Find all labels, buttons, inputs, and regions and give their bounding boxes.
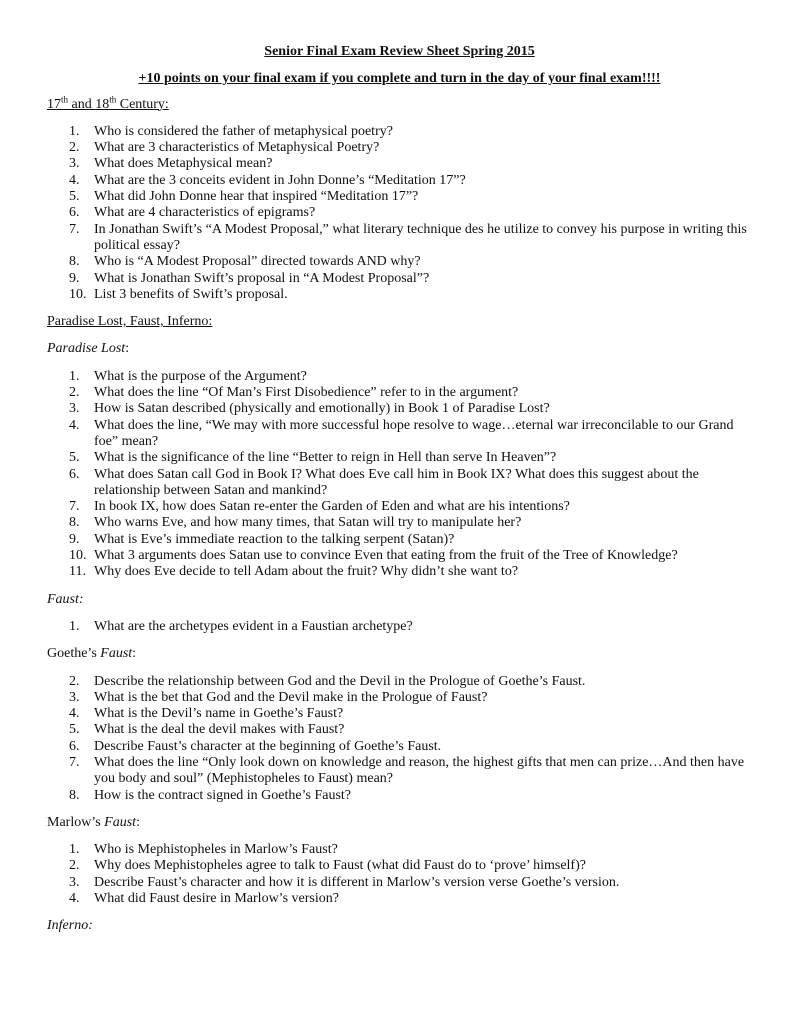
question-item bbox=[47, 450, 752, 466]
marlow-colon: : bbox=[136, 814, 140, 830]
question-text: Describe Faust’s character and how it is different in Marlow’s version verse Goethe’s version. bbox=[94, 874, 620, 890]
page-title: Senior Final Exam Review Sheet Spring 2015 bbox=[264, 44, 535, 59]
question-text: Why does Eve decide to tell Adam about the fruit? Why didn’t she want to? bbox=[94, 564, 519, 580]
question-item bbox=[47, 690, 752, 706]
question-number: 6. bbox=[69, 205, 80, 221]
question-list-marlow-faust bbox=[47, 842, 752, 907]
question-number: 5. bbox=[69, 722, 80, 738]
question-text: What is the significance of the line “Better to reign in Hell than serve In Heaven”? bbox=[94, 450, 557, 466]
question-item bbox=[47, 755, 752, 788]
inferno-title: Inferno: bbox=[47, 918, 93, 934]
question-item bbox=[47, 875, 752, 891]
document-page bbox=[47, 44, 752, 946]
question-number: 4. bbox=[69, 172, 80, 188]
question-text: What are 4 characteristics of epigrams? bbox=[94, 205, 316, 221]
question-text: What are the archetypes evident in a Faustian archetype? bbox=[94, 618, 413, 634]
question-number: 5. bbox=[69, 450, 80, 466]
question-number: 10. bbox=[69, 548, 87, 564]
question-item bbox=[47, 674, 752, 690]
question-item bbox=[47, 189, 752, 205]
question-number: 8. bbox=[69, 515, 80, 531]
paradise-lost-title: Paradise Lost bbox=[47, 341, 126, 357]
question-text: What did John Donne hear that inspired “Meditation 17”? bbox=[94, 189, 419, 205]
question-item bbox=[47, 385, 752, 401]
question-item bbox=[47, 842, 752, 858]
question-number: 3. bbox=[69, 401, 80, 417]
question-item bbox=[47, 156, 752, 172]
question-text: What does Metaphysical mean? bbox=[94, 156, 273, 172]
century-superscript-1: th bbox=[61, 93, 69, 104]
section-heading-faust bbox=[47, 592, 752, 608]
question-item bbox=[47, 788, 752, 804]
question-item bbox=[47, 222, 752, 255]
section-heading-paradise-lost bbox=[47, 341, 752, 357]
question-list-century bbox=[47, 124, 752, 303]
century-superscript-2: th bbox=[109, 93, 117, 104]
question-number: 1. bbox=[69, 618, 80, 634]
question-list-faust bbox=[47, 619, 752, 635]
question-number: 8. bbox=[69, 254, 80, 270]
goethe-prefix: Goethe’s bbox=[47, 646, 101, 662]
question-item bbox=[47, 515, 752, 531]
question-text: In book IX, how does Satan re-enter the Garden of Eden and what are his intentions? bbox=[94, 499, 570, 515]
century-and: and bbox=[68, 96, 96, 112]
section-heading-goethe-faust bbox=[47, 646, 752, 662]
question-text: Who warns Eve, and how many times, that Satan will try to manipulate her? bbox=[94, 515, 522, 531]
page-subtitle: +10 points on your final exam if you complete and turn in the day of your final exam!!!! bbox=[138, 71, 661, 87]
question-item bbox=[47, 205, 752, 221]
question-number: 5. bbox=[69, 189, 80, 205]
question-text: What are 3 characteristics of Metaphysical Poetry? bbox=[94, 140, 380, 156]
question-text: Why does Mephistopheles agree to talk to Faust (what did Faust do to ‘prove’ himself)? bbox=[94, 858, 586, 874]
question-item bbox=[47, 548, 752, 564]
question-item bbox=[47, 722, 752, 738]
question-item bbox=[47, 891, 752, 907]
question-text: How is the contract signed in Goethe’s Faust? bbox=[94, 787, 352, 803]
question-number: 7. bbox=[69, 221, 80, 237]
question-text: List 3 benefits of Swift’s proposal. bbox=[94, 286, 288, 302]
question-item bbox=[47, 254, 752, 270]
century-number-2: 18 bbox=[95, 96, 110, 112]
question-number: 9. bbox=[69, 531, 80, 547]
question-number: 1. bbox=[69, 842, 80, 858]
question-item bbox=[47, 532, 752, 548]
question-text: What does the line “Of Man’s First Disobedience” refer to in the argument? bbox=[94, 385, 519, 401]
goethe-colon: : bbox=[132, 646, 137, 662]
question-text: What is the purpose of the Argument? bbox=[94, 368, 307, 384]
question-text: Who is considered the father of metaphysical poetry? bbox=[94, 123, 393, 139]
question-number: 3. bbox=[69, 874, 80, 890]
century-number-1: 17 bbox=[47, 96, 61, 112]
question-item bbox=[47, 369, 752, 385]
question-number: 1. bbox=[69, 123, 80, 139]
question-number: 4. bbox=[69, 706, 80, 722]
question-text: What does the line, “We may with more successful hope resolve to wage…eternal war irreconcilable to our Grand foe” mean? bbox=[94, 417, 734, 449]
paradise-lost-colon: : bbox=[125, 341, 130, 357]
question-text: In Jonathan Swift’s “A Modest Proposal,” what literary technique des he utilize to convey his purpose in writing this political essay? bbox=[94, 221, 747, 253]
question-item bbox=[47, 401, 752, 417]
question-number: 8. bbox=[69, 787, 80, 803]
question-text: How is Satan described (physically and emotionally) in Book 1 of Paradise Lost? bbox=[94, 401, 550, 417]
question-number: 3. bbox=[69, 689, 80, 705]
question-number: 9. bbox=[69, 270, 80, 286]
question-item bbox=[47, 858, 752, 874]
question-item bbox=[47, 564, 752, 580]
question-number: 1. bbox=[69, 368, 80, 384]
question-number: 11. bbox=[69, 564, 86, 580]
marlow-faust-title: Faust bbox=[104, 814, 137, 830]
century-tail: Century: bbox=[116, 96, 169, 112]
question-item bbox=[47, 467, 752, 500]
question-text: What is the Devil’s name in Goethe’s Faust? bbox=[94, 706, 344, 722]
question-text: What does Satan call God in Book I? What does Eve call him in Book IX? What does this suggest about the relationship between Satan and mankind? bbox=[94, 466, 699, 498]
question-item bbox=[47, 706, 752, 722]
question-number: 4. bbox=[69, 891, 80, 907]
faust-title: Faust: bbox=[47, 591, 84, 607]
question-item bbox=[47, 271, 752, 287]
question-item bbox=[47, 499, 752, 515]
question-number: 2. bbox=[69, 858, 80, 874]
question-text: What is Jonathan Swift’s proposal in “A Modest Proposal”? bbox=[94, 270, 430, 286]
section-heading-paradise-faust-inferno: Paradise Lost, Faust, Inferno: bbox=[47, 314, 213, 330]
question-number: 4. bbox=[69, 417, 80, 433]
question-number: 10. bbox=[69, 286, 87, 302]
marlow-prefix: Marlow’s bbox=[47, 814, 105, 830]
question-text: Who is Mephistopheles in Marlow’s Faust? bbox=[94, 842, 338, 858]
question-text: What are the 3 conceits evident in John Donne’s “Meditation 17”? bbox=[94, 172, 466, 188]
question-item bbox=[47, 140, 752, 156]
question-item bbox=[47, 418, 752, 451]
question-number: 3. bbox=[69, 156, 80, 172]
question-text: What 3 arguments does Satan use to convince Even that eating from the fruit of the Tree of Knowledge? bbox=[94, 548, 678, 564]
goethe-faust-title: Faust bbox=[100, 646, 133, 662]
question-number: 2. bbox=[69, 673, 80, 689]
question-number: 7. bbox=[69, 754, 80, 770]
question-number: 2. bbox=[69, 385, 80, 401]
question-text: What is the deal the devil makes with Faust? bbox=[94, 722, 345, 738]
section-heading-inferno bbox=[47, 918, 752, 934]
question-number: 6. bbox=[69, 466, 80, 482]
question-text: What is Eve’s immediate reaction to the talking serpent (Satan)? bbox=[94, 531, 455, 547]
question-text: What does the line “Only look down on knowledge and reason, the highest gifts that men can prize…And then have you body and soul” (Mephistopheles to Faust) mean? bbox=[94, 754, 745, 787]
question-text: Describe Faust’s character at the beginning of Goethe’s Faust. bbox=[94, 738, 442, 754]
question-item bbox=[47, 619, 752, 635]
question-text: Who is “A Modest Proposal” directed towards AND why? bbox=[94, 254, 421, 270]
question-item bbox=[47, 124, 752, 140]
question-list-paradise-lost bbox=[47, 369, 752, 581]
question-item bbox=[47, 287, 752, 303]
question-number: 2. bbox=[69, 140, 80, 156]
question-text: What is the bet that God and the Devil make in the Prologue of Faust? bbox=[94, 689, 488, 705]
question-number: 7. bbox=[69, 499, 80, 515]
section-heading-marlow-faust bbox=[47, 815, 752, 831]
question-text: Describe the relationship between God and the Devil in the Prologue of Goethe’s Faust. bbox=[94, 673, 586, 689]
question-text: What did Faust desire in Marlow’s version? bbox=[94, 891, 339, 907]
question-list-goethe-faust bbox=[47, 674, 752, 804]
question-item bbox=[47, 739, 752, 755]
question-item bbox=[47, 173, 752, 189]
question-number: 6. bbox=[69, 738, 80, 754]
section-heading-century bbox=[47, 93, 752, 113]
